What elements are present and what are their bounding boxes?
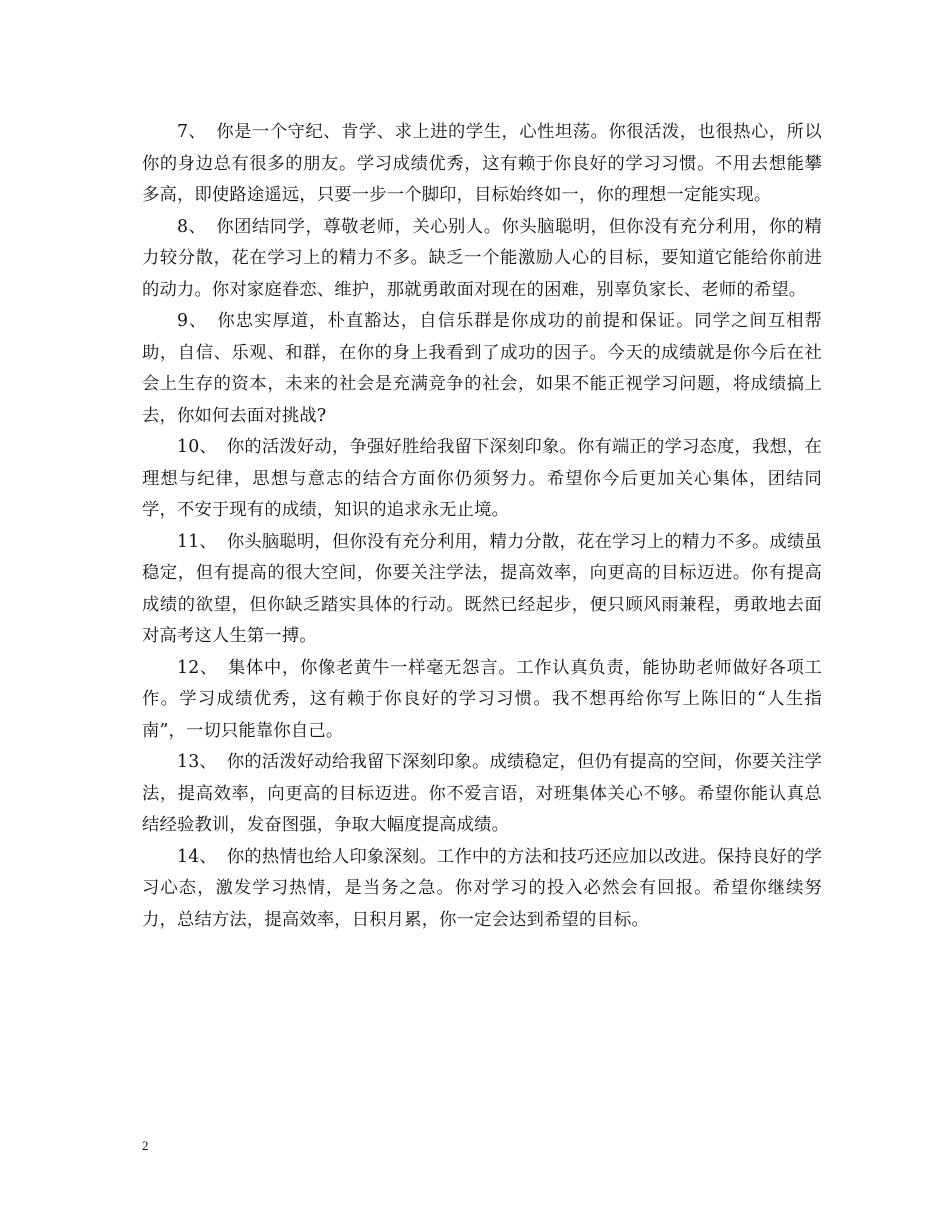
paragraph-text: 你的活泼好动，争强好胜给我留下深刻印象。你有端正的学习态度，我想，在理想与纪律，思想与意志的结合方面你仍须努力。希望你今后更加关心集体，团结同学，不安于现有的成绩，知识的追求永无止境。 (142, 437, 822, 520)
page-number: 2 (142, 1138, 149, 1153)
comment-paragraph-14 (142, 842, 822, 937)
paragraph-number: 7、 (177, 122, 207, 142)
comment-paragraph-7 (142, 117, 822, 212)
comment-paragraph-12 (142, 653, 822, 748)
paragraph-number: 14、 (177, 846, 217, 867)
comment-paragraph-11 (142, 527, 822, 653)
paragraph-text: 你的活泼好动给我留下深刻印象。成绩稳定，但仍有提高的空间，你要关注学法，提高效率，向更高的目标迈进。你不爱言语，对班集体关心不够。希望你能认真总结经验教训，发奋图强，争取大幅度提高成绩。 (142, 752, 822, 835)
comment-paragraph-9 (142, 306, 822, 432)
paragraph-text: 你是一个守纪、肯学、求上进的学生，心性坦荡。你很活泼，也很热心，所以你的身边总有很多的朋友。学习成绩优秀，这有赖于你良好的学习习惯。不用去想能攀多高，即使路途遥远，只要一步一个脚印，目标始终如一，你的理想一定能实现。 (142, 122, 822, 205)
paragraph-text: 你的热情也给人印象深刻。工作中的方法和技巧还应加以改进。保持良好的学习心态，激发学习热情，是当务之急。你对学习的投入必然会有回报。希望你继续努力，总结方法，提高效率，日积月累，你一定会达到希望的目标。 (142, 846, 822, 930)
paragraph-number: 10、 (177, 437, 217, 457)
comment-paragraph-13 (142, 747, 822, 842)
paragraph-number: 12、 (177, 657, 218, 678)
paragraph-text: 你忠实厚道，朴直豁达，自信乐群是你成功的前提和保证。同学之间互相帮助，自信、乐观、和群，在你的身上我看到了成功的因子。今天的成绩就是你今后在社会上生存的资本，未来的社会是充满竞争的社会，如果不能正视学习问题，将成绩搞上去，你如何去面对挑战? (142, 311, 822, 426)
comments-body (142, 117, 822, 936)
paragraph-number: 8、 (177, 216, 207, 237)
comment-paragraph-10 (142, 432, 822, 527)
paragraph-text: 你头脑聪明，但你没有充分利用，精力分散，花在学习上的精力不多。成绩虽稳定，但有提高的很大空间，你要关注学法，提高效率，向更高的目标迈进。你有提高成绩的欲望，但你缺乏踏实具体的行动。既然已经起步，便只顾风雨兼程，勇敢地去面对高考这人生第一搏。 (142, 531, 822, 646)
paragraph-number: 13、 (177, 752, 217, 772)
comment-paragraph-8 (142, 212, 822, 307)
paragraph-text: 你团结同学，尊敬老师，关心别人。你头脑聪明，但你没有充分利用，你的精力较分散，花在学习上的精力不多。缺乏一个能激励人心的目标，要知道它能给你前进的动力。你对家庭眷恋、维护，那就勇敢面对现在的困难，别辜负家长、老师的希望。 (142, 216, 822, 300)
paragraph-number: 11、 (177, 531, 217, 552)
paragraph-number: 9、 (177, 311, 208, 331)
paragraph-text: 集体中，你像老黄牛一样毫无怨言。工作认真负责，能协助老师做好各项工作。学习成绩优秀，这有赖于你良好的学习习惯。我不想再给你写上陈旧的“人生指南”，一切只能靠你自己。 (142, 657, 822, 741)
